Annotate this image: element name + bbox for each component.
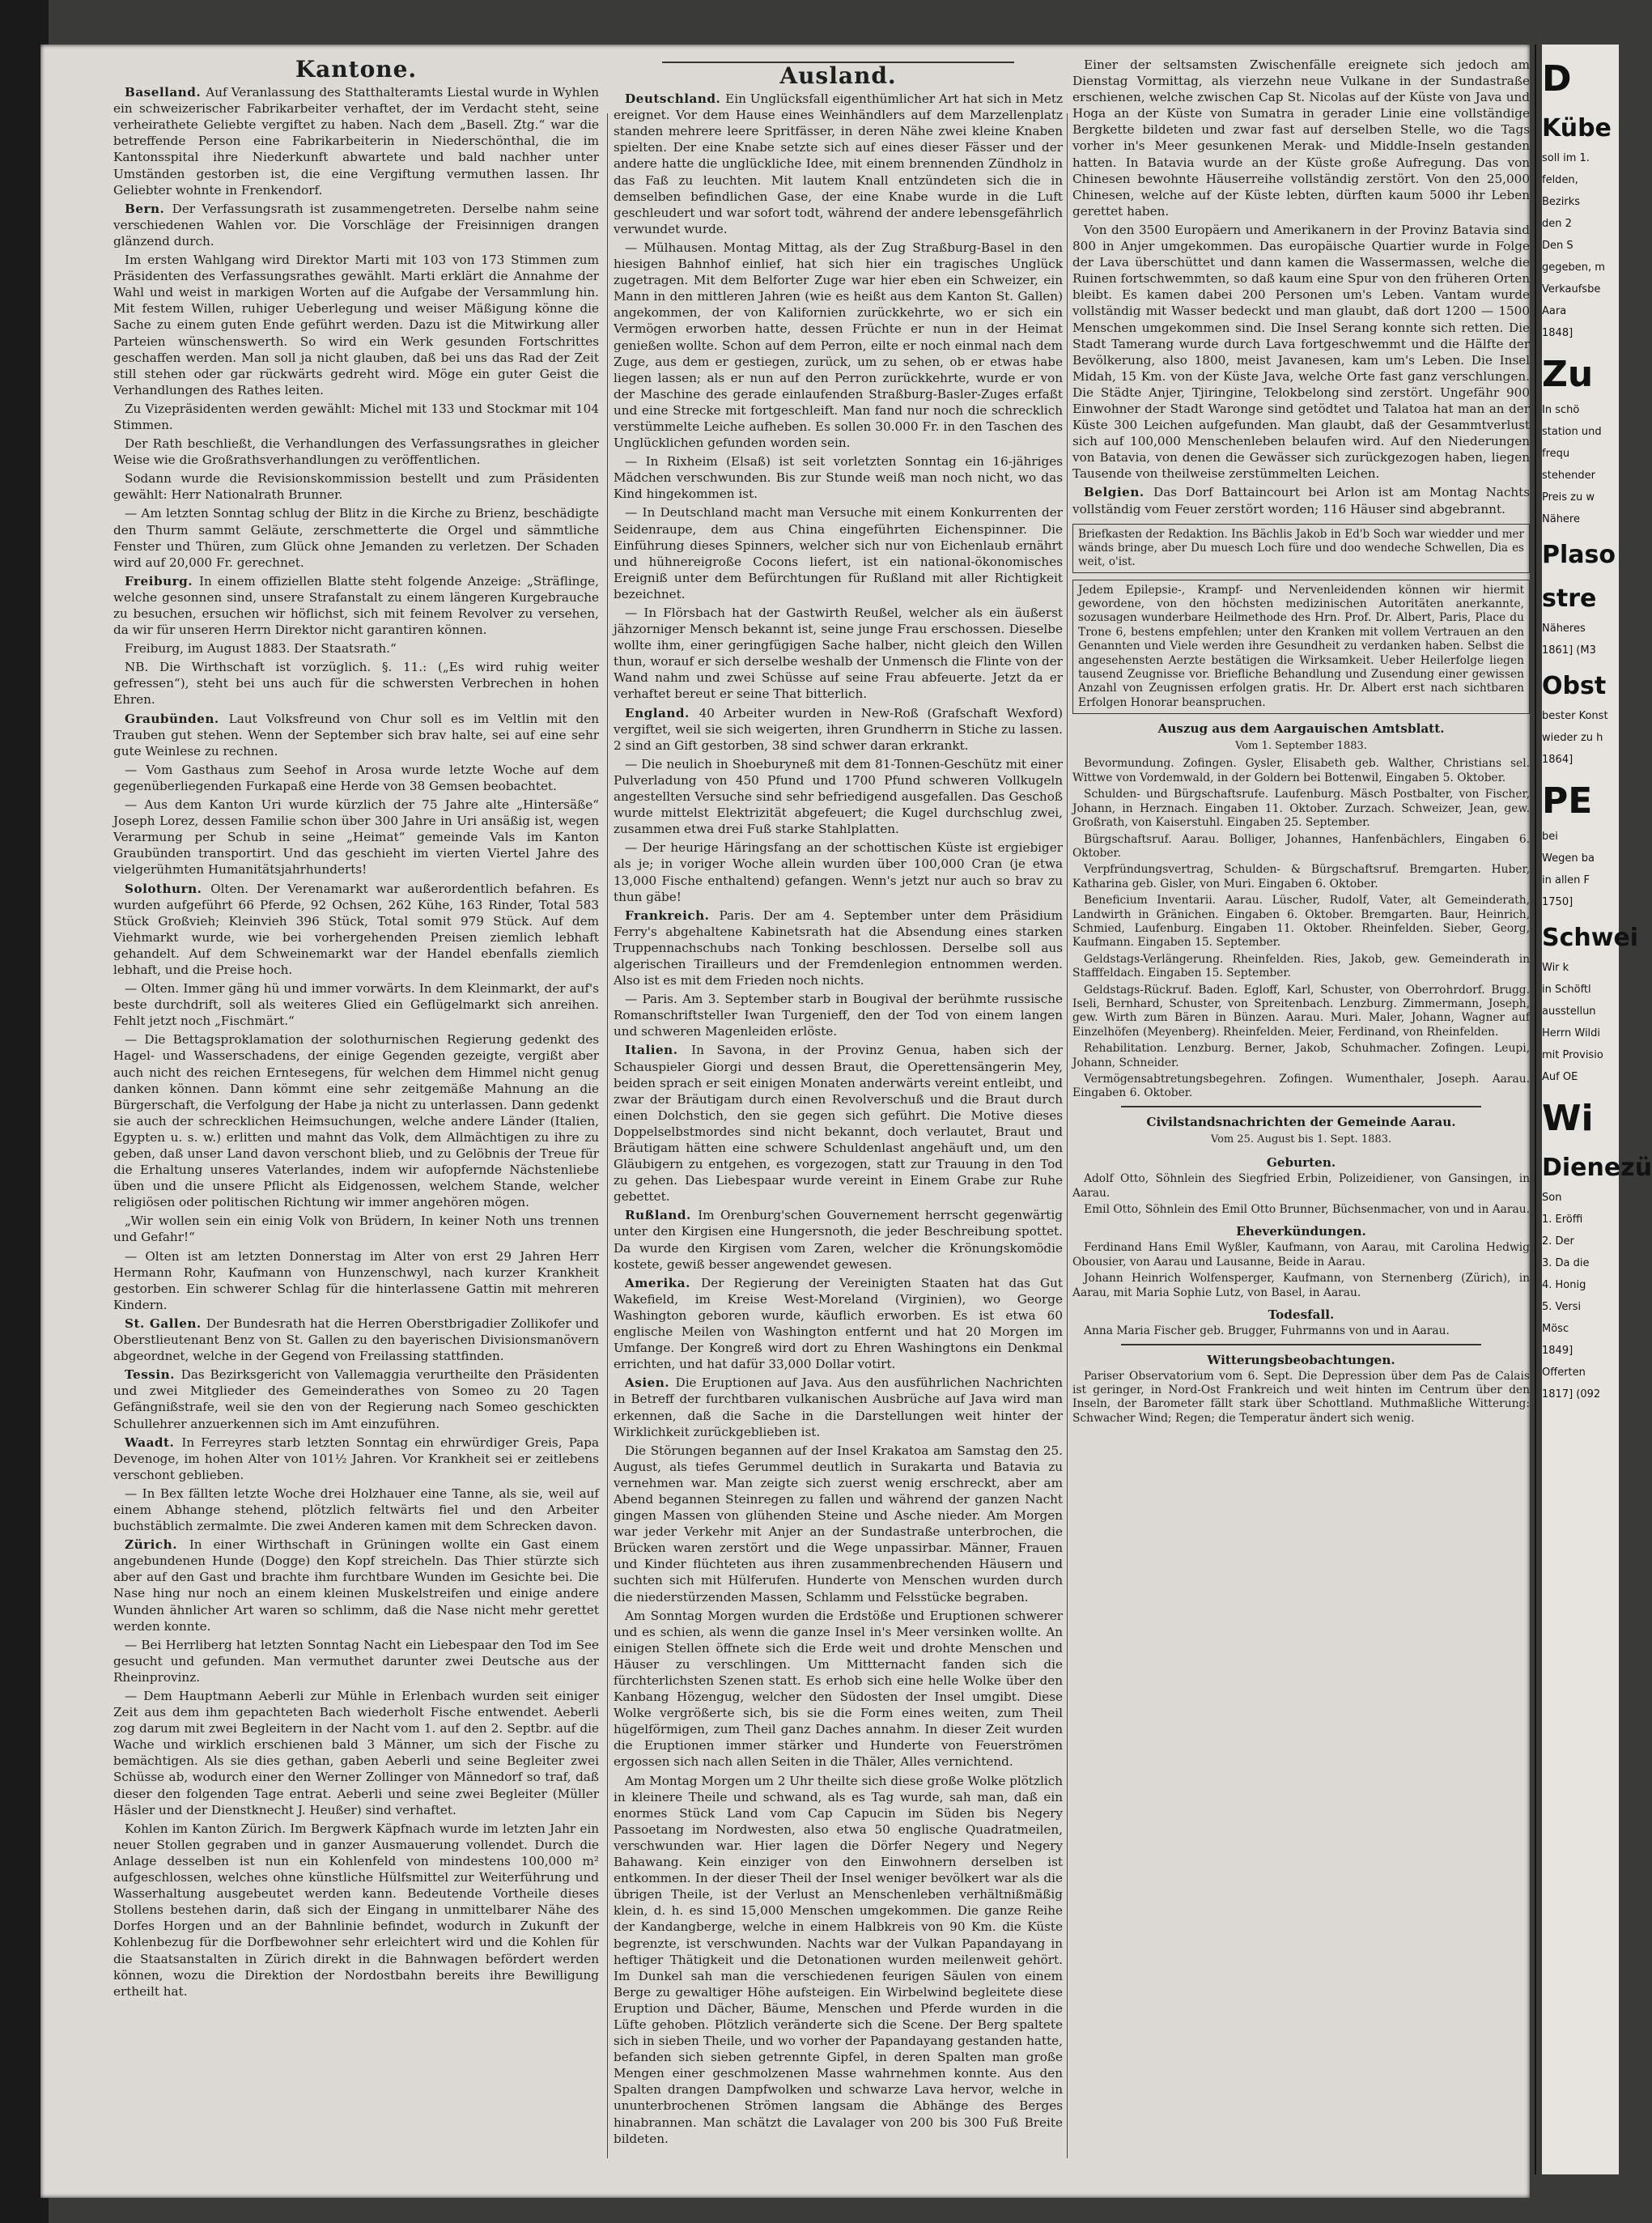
article-paragraph bbox=[614, 756, 1063, 837]
article-text: „Wir wollen sein ein einig Volk von Brüdern, In keiner Noth uns trennen und Gefahr!“ bbox=[113, 1214, 599, 1245]
ad-fragment: Wi bbox=[1542, 1098, 1594, 1139]
article-text: — Aus dem Kanton Uri wurde kürzlich der 75 Jahre alte „Hintersäße“ Joseph Lorez, dessen Familie schon über 300 Jahre in Uri ansäßig ist, wegen Verarmung per Schub in seine „Heimat“ gemeinde Vals im Kanton Graubünden transportirt. Und das geschieht im vierten Viertel Jahre des vielgerühmten Humanitätsjahrhunderts! bbox=[113, 797, 599, 878]
place-heading: Frankreich. bbox=[625, 907, 720, 923]
article-paragraph bbox=[113, 436, 599, 468]
article-text: — Am letzten Sonntag schlug der Blitz in die Kirche zu Brienz, beschädigte den Thurm sammt Geläute, zerschmetterte die Orgel und sämmtliche Fenster und Thüren, zum Glück ohne Jemanden zu verletzen. Der Schaden wird auf 20,000 Fr. gerechnet. bbox=[113, 506, 599, 570]
article-text: Das Bezirksgericht von Vallemaggia verurtheilte den Präsidenten und zwei Mitglieder des Gemeinderathes von Someo zu 20 Tagen Gefängnißstrafe, weil sie den von der Regierung nach Someo geschickten Schullehrer anzuerkennen sich im Amt einzuführen. bbox=[113, 1367, 599, 1431]
article-paragraph bbox=[614, 1207, 1063, 1272]
article-paragraph bbox=[113, 1367, 599, 1431]
place-heading: Italien. bbox=[625, 1043, 692, 1058]
column-rule bbox=[607, 113, 608, 2158]
article-text: — Olten ist am letzten Donnerstag im Alter von erst 29 Jahren Herr Hermann Rohr, Kaufmann von Hunzenschwyl, nach kurzer Krankheit gestorben. Ein schwerer Schlag für die hinterlassene Gattin mit mehreren Kindern. bbox=[113, 1248, 599, 1312]
ausland-articles bbox=[614, 91, 1063, 2147]
article-paragraph bbox=[113, 470, 599, 503]
ad-fragment: ausstellun bbox=[1542, 1005, 1596, 1018]
ad-fragment: in allen F bbox=[1542, 874, 1590, 886]
ehe-list bbox=[1072, 1241, 1530, 1300]
ad-fragment: In schö bbox=[1542, 404, 1580, 416]
ad-fragment: Mösc bbox=[1542, 1323, 1569, 1335]
column-rule bbox=[1535, 45, 1536, 2174]
amtsblatt-title: Auszug aus dem Aargauischen Amtsblatt. bbox=[1157, 721, 1445, 737]
ad-fragment: Wegen ba bbox=[1542, 852, 1595, 865]
article-text: Auf Veranlassung des Statthalteramts Liestal wurde in Wyhlen ein schweizerischer Fabrikarbeiter verhaftet, der im Verdacht steht, seine verheirathete Geliebte vergiftet zu haben. Nach dem „Basell. Ztg.“ war die betreffende Person eine Fabrikarbeiterin in Niederschönthal, die im Kantonsspital ihre Niederkunft abwartete und bald nachher unter Umständen gestorben ist, die eine Vergiftung vermuthen lassen. Ihr Geliebter wohnte in Frenkendorf. bbox=[113, 85, 599, 198]
article-text: — Die neulich in Shoeburyneß mit dem 81-Tonnen-Geschütz mit einer Pulverladung von 450 Pfund und 1700 Pfund schweren Vollkugeln angestellten Versuche sind sehr befriedigend ausgefallen. Das Geschoß wurde mittelst Elektrizität abgefeuert; die Kugel durchschlug zwei, zusammen etwa drei Fuß starke Stahlplatten. bbox=[614, 756, 1063, 837]
article-text: — In Flörsbach hat der Gastwirth Reußel, welcher als ein äußerst jähzorniger Mensch bekannt ist, seine junge Frau erschossen. Dieselbe wollte ihm, einer geringfügigen Sache halber, nicht gleich den Willen thun, worauf er sich derselbe weshalb der Unmensch die Flinte von der Wand nahm und zwei Schüsse auf seine Frau abfeuerte. Jetzt da er verhaftet bereut er seine That bitterlich. bbox=[614, 606, 1063, 702]
section-heading-kantone: Kantone. bbox=[295, 56, 418, 83]
amtsblatt-entry: Schulden- und Bürgschaftsrufe. Laufenburg. Mäsch Postbalter, von Fischer, Johann, in Herznach. Eingaben 11. Oktober. Zurzach. Schweizer, Jean, gew. Großrath, von Kaiserstuhl. Eingaben 25. September. bbox=[1072, 788, 1530, 830]
article-paragraph bbox=[113, 881, 599, 979]
amtsblatt-entry: Beneficium Inventarii. Aarau. Lüscher, Rudolf, Vater, alt Gemeinderath, Landwirth in Gränichen. Eingaben 6. Oktober. Bremgarten. Baur, Heinrich, Schmied, Laufenburg. Eingaben 11. Oktober. Rheinfelden. Sieber, Georg, Kaufmann. Eingaben 15. September. bbox=[1072, 894, 1530, 950]
ausland-continuation bbox=[1072, 57, 1530, 517]
article-text: — Paris. Am 3. September starb in Bougival der berühmte russische Romanschriftsteller Iwan Turgenieff, den der Tod von einem langen und schweren Magenleiden erlöste. bbox=[614, 992, 1063, 1039]
article-paragraph bbox=[113, 980, 599, 1029]
article-paragraph bbox=[614, 907, 1063, 988]
column-ausland bbox=[614, 57, 1063, 2166]
ad-fragment: felden, bbox=[1542, 174, 1578, 186]
article-text: — Die Bettagsproklamation der solothurnischen Regierung gedenkt des Hagel- und Wasserschadens, der einige Gegenden gezeigte, vergißt aber auch nicht des reichen Erntesegens, für welchen dem Himmel nicht genug danken können. Dann kömmt eine sehr zeitgemäße Mahnung an die Bürgerschaft, die Verfolgung der Habe ja nicht zu unterlassen. Dann gedenkt sie auch der schrecklichen Heimsuchungen, welche andere Länder (Italien, Egypten u. s. w.) erlitten und mahnt das Volk, dem Allmächtigen zu ihre zu geben, daß unser Land davon verschont blieb, und zu Gelöbnis der Treue für die Erhaltung unseres Vaterlandes, indem wir aufopfernde Nächstenliebe üben und die unsere Pflicht als Eidgenossen, welchem Stande, welcher religiösen oder politischen Richtung wir immer angehören mögen. bbox=[113, 1032, 599, 1210]
ad-fragment: bei bbox=[1542, 831, 1558, 843]
ad-fragment: 1849] bbox=[1542, 1345, 1573, 1357]
briefkasten-box: Briefkasten der Redaktion. Ins Bächlis Jakob in Ed'b Soch war wiedder und mer wänds bringe, aber Du muesch Loch füre und doo wendeche Schwellen, Dia es weit, o'ist. bbox=[1072, 524, 1530, 573]
article-paragraph bbox=[113, 1486, 599, 1534]
article-paragraph bbox=[113, 1688, 599, 1818]
place-heading: Solothurn. bbox=[125, 881, 211, 896]
article-paragraph bbox=[614, 91, 1063, 237]
ad-fragment: Näheres bbox=[1542, 623, 1586, 635]
article-paragraph bbox=[113, 1637, 599, 1685]
article-text: Im Orenburg'schen Gouvernement herrscht gegenwärtig unter den Kirgisen eine Hungersnoth, die jeder Beschreibung spottet. Da wurde den Kirgisen vom Zaren, welcher die Krönungskomödie kostete, gewiß besser angewendet gewesen. bbox=[614, 1208, 1063, 1272]
article-paragraph bbox=[113, 1435, 599, 1483]
article-paragraph bbox=[614, 1773, 1063, 2147]
amtsblatt-entry: Verpfründungsvertrag, Schulden- & Bürgschaftsruf. Bremgarten. Huber, Katharina geb. Gisler, von Muri. Eingaben 6. Oktober. bbox=[1072, 863, 1530, 890]
article-text: — In Rixheim (Elsaß) ist seit vorletzten Sonntag ein 16-jähriges Mädchen verschwunden. Bis zur Stunde weiß man noch nicht, wo das Kind hingekommen ist. bbox=[614, 454, 1063, 502]
article-paragraph bbox=[113, 573, 599, 638]
ad-fragment: Den S bbox=[1542, 240, 1573, 252]
article-paragraph bbox=[1072, 484, 1530, 516]
article-text: — Dem Hauptmann Aeberli zur Mühle in Erlenbach wurden seit einiger Zeit aus dem ihm gepachteten Bach wiederholt Fische entwendet. Aeberli zog darum mit zwei Begleitern in der Nacht vom 1. auf den 2. Septbr. auf die Wache und wirklich erschienen bald 3 Männer, um sich der Fische zu bemächtigen. Als sie dies gethan, gaben Aeberli und seine Begleiter zwei Schüsse ab, wodurch einer den Werner Zollinger von Männedorf so traf, daß dieser den folgenden Tage entrat. Aeberli und seine zwei Begleiter (Müller Häsler und der Dienstknecht J. Heußer) sind verhaftet. bbox=[113, 1689, 599, 1817]
ad-fragment: Auf OE bbox=[1542, 1071, 1578, 1083]
amtsblatt-entry: Geldstags-Verlängerung. Rheinfelden. Ries, Jakob, gew. Gemeinderath in Stafffeldach. Eingaben 15. September. bbox=[1072, 952, 1530, 980]
article-text: Von den 3500 Europäern und Amerikanern in der Provinz Batavia sind 800 in Anjer umgekommen. Das europäische Quartier wurde in Folge der Lava überschüttet und dann kamen die Wassermassen, welche die Ruinen fortschwemmten, so daß kaum eine Spur von den früheren Orten bleibt. Es kamen dabei 200 Personen um's Leben. Vantam wurde vollständig mit Wasser bedeckt und man glaubt, daß dort 1200 — 1500 Menschen umgekommen sind. Die Insel Serang konnte sich retten. Die Stadt Tamerang wurde durch Lava fortgeschwemmt und die Hälfte der Bevölkerung, also 1800, meist Javanesen, kam um's Leben. Die Insel Midah, 15 Km. von der Küste Java, welche Orte fast ganz verschlungen. Die Städte Anjer, Tjiringine, Telokbelong sind zerstört. Ungefähr 900 Einwohner der Stadt Waronge sind getödtet und Talatoa hat man an der Küste 300 Leichen aufgefunden. Man glaubt, daß der Gesammtverlust sich auf 100,000 Menschenleben belaufen wird. Auf den Niederungen von Batavia, von denen die Gewässer sich zurückgezogen haben, liegen Tausende von theilweise zerstümmelten Leichen. bbox=[1072, 222, 1530, 482]
article-paragraph bbox=[614, 605, 1063, 703]
tod-entry: Anna Maria Fischer geb. Brugger, Fuhrmanns von und in Aarau. bbox=[1084, 1324, 1450, 1338]
article-text: Sodann wurde die Revisionskommission bestellt und zum Präsidenten gewählt: Herr Nationalrath Brunner. bbox=[113, 471, 599, 503]
section-heading-ausland: Ausland. bbox=[779, 62, 897, 89]
ehe-entry: Ferdinand Hans Emil Wyßler, Kaufmann, von Aarau, mit Carolina Hedwig Obousier, von Aarau und Lausanne, Beide in Aarau. bbox=[1072, 1241, 1530, 1269]
article-paragraph bbox=[113, 711, 599, 759]
ad-fragment: Herrn Wildi bbox=[1542, 1027, 1601, 1039]
article-text: Ein Unglücksfall eigenthümlicher Art hat sich in Metz ereignet. Vor dem Hause eines Weinhändlers auf dem Marzellenplatz standen mehrere leere Spritfässer, in deren Nähe zwei kleine Knaben spielten. Der eine Knabe setzte sich auf eines dieser Fässer und der andere hatte die unglückliche Idee, mit einem brennenden Zündholz in das Faß zu leuchten. Mit lautem Knall entzündeten sich die in demselben befindlichen Gase, der eine Knabe wurde in die Luft geschleudert und war sofort todt, während der andere lebensgefährlich verwundet wurde. bbox=[614, 91, 1064, 236]
article-paragraph bbox=[614, 839, 1063, 904]
article-paragraph bbox=[614, 240, 1063, 451]
ad-fragment: soll im 1. bbox=[1542, 152, 1590, 164]
place-heading: Freiburg. bbox=[125, 573, 199, 589]
ad-fragment: mit Provisio bbox=[1542, 1049, 1603, 1061]
place-heading: Belgien. bbox=[1084, 485, 1154, 500]
article-text: — Mülhausen. Montag Mittag, als der Zug Straßburg-Basel in den hiesigen Bahnhof einlief, hat sich hier ein tragisches Unglück zugetragen. Mit dem Belforter Zuge war hier eben ein Schweizer, ein Mann in den mittleren Jahren (wie es heißt aus dem Kanton St. Gallen) angekommen, der von Kalifornien zurückkehrte, wo er sich ein Vermögen erworben hatte, dessen Früchte er nun in der Heimat genießen wollte. Schon auf dem Perron, eilte er noch einmal nach dem Zuge, aus dem er gestiegen, zurück, um zu sehen, ob er etwas habe liegen lassen; als er nun auf den Perron zurückkehrte, wurde er von der Maschine des gerade einlaufenden Straßburg-Basler-Zuges erfaßt und eine Strecke mit fortgeschleift. Man fand nur noch die schrecklich verstümmelte Leiche aufheben. Es sollen 30.000 Fr. in den Taschen des Unglücklichen gefunden worden sein. bbox=[614, 240, 1063, 451]
article-paragraph bbox=[614, 705, 1063, 754]
article-text: Paris. Der am 4. September unter dem Präsidium Ferry's abgehaltene Kabinetsrath hat die Absendung eines starken Truppennachschubs nach Tonking beschlossen. Derselbe soll aus algerischen Tirailleurs und der Fremdenlegion entnommen werden. Also ist es mit dem Frieden noch nichts. bbox=[614, 907, 1063, 988]
article-text: Im ersten Wahlgang wird Direktor Marti mit 103 von 173 Stimmen zum Präsidenten des Verfassungsrathes gewählt. Marti erklärt die Annahme der Wahl und weist in markigen Worten auf die Aufgabe der Versammlung hin. Mit festem Willen, ruhiger Ueberlegung und weiser Mäßigung könne die Sache zu einem guten Ende geführt werden. Dazu ist die Mitwirkung aller Parteien wünschenswerth. So wird ein Werk gesunden Fortschrittes geschaffen werden. Man soll ja nicht glauben, daß bei uns das Rad der Zeit still stehen oder gar rückwärts gedreht wird. Möge ein guter Geist die Verhandlungen des Rathes leiten. bbox=[113, 253, 599, 397]
ad-fragment: 3. Da die bbox=[1542, 1257, 1590, 1269]
article-paragraph bbox=[113, 1248, 599, 1313]
ad-fragment: station und bbox=[1542, 426, 1602, 438]
ad-fragment: 1817] (092 bbox=[1542, 1388, 1601, 1401]
article-paragraph bbox=[113, 640, 599, 657]
ad-fragment: gegeben, m bbox=[1542, 261, 1605, 274]
ad-fragment: Nähere bbox=[1542, 513, 1580, 525]
amtsblatt-entry: Bevormundung. Zofingen. Gysler, Elisabeth geb. Walther, Christians sel. Wittwe von Vordemwald, in der Goldern bei Bottenwil, Eingaben 5. Oktober. bbox=[1072, 757, 1530, 784]
article-paragraph bbox=[113, 84, 599, 198]
article-text: — Der heurige Häringsfang an der schottischen Küste ist ergiebiger als je; in voriger Woche allein wurden über 100,000 Cran (je etwa 13,000 Fische enthaltend) gefangen. Wenn's jetzt nur auch so brav zu thun gäbe! bbox=[614, 840, 1063, 904]
ad-fragment: den 2 bbox=[1542, 218, 1572, 230]
amtsblatt-entry: Rehabilitation. Lenzburg. Berner, Jakob, Schuhmacher. Zofingen. Leupi, Johann, Schneider. bbox=[1072, 1042, 1530, 1069]
section-divider bbox=[1121, 1106, 1481, 1107]
geburt-entry: Adolf Otto, Söhnlein des Siegfried Erbin, Polizeidiener, von Gansingen, in Aarau. bbox=[1072, 1172, 1530, 1200]
place-heading: Amerika. bbox=[625, 1275, 701, 1290]
ad-fragment: 1. Eröffi bbox=[1542, 1214, 1583, 1226]
civilstand-title: Civilstandsnachrichten der Gemeinde Aarau. bbox=[1146, 1114, 1456, 1129]
article-paragraph bbox=[614, 1375, 1063, 1439]
column-rule bbox=[1067, 113, 1068, 2158]
article-text: Kohlen im Kanton Zürich. Im Bergwerk Käpfnach wurde im letzten Jahr ein neuer Stollen gegraben und in ganzer Ausmauerung vollendet. Durch die Anlage desselben ist nun ein Kohlenfeld von mindestens 100,000 m² aufgeschlossen, welches ohne künstliche Hülfsmittel zur Weiterführung und Wasserhaltung ausgebeutet werden kann. Bedeutende Vortheile dieses Stollens bestehen darin, daß sich der Eingang in unmittelbarer Nähe des Dorfes Horgen und an der Bahnlinie befindet, wodurch in Zukunft der Kohlenbezug für die Dorfbewohner sehr erleichtert wird und die Kohlen für die Staatsanstalten in Zürich direkt in die Bahnwagen befördert werden können, wozu die Direktion der Nordostbahn bereits ihre Bewilligung ertheilt hat. bbox=[113, 1821, 599, 1999]
article-text: — Olten. Immer gäng hü und immer vorwärts. In dem Kleinmarkt, der auf's beste durchdrift, soll als weiteres Glied ein Geflügelmarkt sich anreihen. Fehlt jetzt noch „Fischmärt.“ bbox=[113, 981, 599, 1029]
article-text: In einer Wirthschaft in Grüningen wollte ein Gast einem angebundenen Hunde (Dogge) den Kopf streicheln. Das Thier stürzte sich aber auf den Gast und brachte ihm furchtbare Wunden im Gesichte bei. Die Nase hing nur noch an einem kleinen Muskelstreifen und einige andere Wunden ähnlicher Art waren so schlimm, daß die Nase nicht mehr gerettet werden konnte. bbox=[113, 1537, 599, 1634]
place-heading: Deutschland. bbox=[625, 91, 726, 107]
article-paragraph bbox=[614, 504, 1063, 602]
ad-fragment: 4. Honig bbox=[1542, 1279, 1586, 1291]
article-text: Die Eruptionen auf Java. Aus den ausführlichen Nachrichten in Betreff der furchtbaren vulkanischen Ausbrüche auf Java wird man erkennen, daß die Sache in die Darstellungen weit hinter der Wirklichkeit zurückgeblieben ist. bbox=[614, 1375, 1064, 1439]
article-text: 40 Arbeiter wurden in New-Roß (Grafschaft Wexford) vergiftet, weil sie sich weigerten, ihren Grundherrn in Stiche zu lassen. 2 sind an Gift gestorben, 38 sind schwer daran erkrankt. bbox=[614, 705, 1063, 753]
article-paragraph bbox=[113, 797, 599, 878]
tod-list bbox=[1072, 1324, 1530, 1338]
place-heading: Tessin. bbox=[125, 1367, 181, 1383]
epilepsie-notice: Jedem Epilepsie-, Krampf- und Nervenleidenden können wir hiermit gewordene, von den höchsten medizinischen Autoritäten anerkannte, sozusagen wunderbare Heilmethode des Hrn. Prof. Dr. Albert, Paris, Place du Trone 6, bestens empfehlen; unter den Kranken mit vollem Vertrauen an den Genannten und Viele werden ihre Gesundheit zu verdanken haben. Selbst die angesehensten Aerzte bestätigen die Wirksamkeit. Ueber Heilerfolge liegen tausend Zeugnisse vor. Briefliche Behandlung und Zusendung einer gewissen Anzahl von Zeugnissen erfolgen gratis. Hr. Dr. Albert erst nach sichtbaren Erfolgen Honorar beanspruchen. bbox=[1072, 580, 1530, 715]
ad-fragment: 2. Der bbox=[1542, 1235, 1574, 1248]
article-paragraph bbox=[113, 1316, 599, 1364]
ad-fragment: Aara bbox=[1542, 305, 1567, 317]
article-paragraph bbox=[614, 1042, 1063, 1205]
ad-fragment: Verkaufsbe bbox=[1542, 283, 1601, 295]
ad-fragment: Preis zu w bbox=[1542, 491, 1595, 504]
article-paragraph bbox=[113, 762, 599, 794]
edge-fragments bbox=[1542, 58, 1652, 1401]
amtsblatt-entry: Bürgschaftsruf. Aarau. Bolliger, Johannes, Hanfenbächlers, Eingaben 6. Oktober. bbox=[1072, 832, 1530, 860]
article-paragraph bbox=[1072, 222, 1530, 482]
article-paragraph bbox=[113, 201, 599, 249]
article-text: Zu Vizepräsidenten werden gewählt: Michel mit 133 und Stockmar mit 104 Stimmen. bbox=[113, 401, 599, 432]
place-heading: Graubünden. bbox=[125, 711, 229, 726]
article-text: — Bei Herrliberg hat letzten Sonntag Nacht ein Liebespaar den Tod im See gesucht und gefunden. Man vermuthet darunter zwei Deutsche aus der Rheinprovinz. bbox=[113, 1637, 599, 1685]
article-paragraph bbox=[113, 1213, 599, 1245]
article-text: In Ferreyres starb letzten Sonntag ein ehrwürdiger Greis, Papa Devenoge, im hohen Alter von 101½ Jahren. Vor Krankheit sei er zeitlebens verschont geblieben. bbox=[113, 1435, 599, 1482]
ad-fragment: PE bbox=[1542, 780, 1593, 822]
ad-fragment: stehender bbox=[1542, 470, 1595, 482]
article-text: NB. Die Wirthschaft ist vorzüglich. §. 11.: („Es wird ruhig weiter gefressen“), steht bei uns auch für die schwersten Verbrechen in hohen Ehren. bbox=[113, 660, 599, 708]
ad-fragment: 1861] (M3 bbox=[1542, 644, 1596, 657]
amtsblatt-entries bbox=[1072, 757, 1530, 1100]
article-text: Freiburg, im August 1883. Der Staatsrath.“ bbox=[125, 641, 397, 657]
article-paragraph bbox=[614, 453, 1063, 502]
ad-fragment: 1750] bbox=[1542, 896, 1573, 908]
witterung-text: Pariser Observatorium vom 6. Sept. Die Depression über dem Pas de Calais ist geringer, in Nord-Ost Frankreich und weit hinten im Centrum über den Inseln, der Barometer fällt stark über Schottland. Muthmaßliche Witterung: Schwacher Wind; Regen; die Temperatur ändert sich wenig. bbox=[1072, 1369, 1530, 1425]
article-text: In einem offiziellen Blatte steht folgende Anzeige: „Sträflinge, welche gesonnen sind, unsere Strafanstalt zu einem längeren Kurgebrauche zu besuchen, ersuchen wir höflichst, sich mit feinem Revolver zu versehen, da wir für unseren Herrn Direktor nicht garantiren können. bbox=[113, 573, 599, 638]
article-paragraph bbox=[614, 1443, 1063, 1605]
column-kantone bbox=[113, 57, 599, 2166]
article-paragraph bbox=[614, 991, 1063, 1039]
article-paragraph bbox=[614, 1275, 1063, 1373]
ad-fragment: 5. Versi bbox=[1542, 1301, 1582, 1313]
witterung-title: Witterungsbeobachtungen. bbox=[1207, 1352, 1395, 1367]
ad-fragment: frequ bbox=[1542, 448, 1570, 460]
tod-title: Todesfall. bbox=[1268, 1307, 1335, 1323]
article-text: — In Bex fällten letzte Woche drei Holzhauer eine Tanne, als sie, weil auf einem Abhange stehend, plötzlich feltwärts fiel und den Arbeiter buchstäblich zermalmte. Die zwei Anderen kamen mit dem Schrecken davon. bbox=[113, 1486, 599, 1534]
place-heading: Waadt. bbox=[125, 1435, 182, 1450]
geburten-title: Geburten. bbox=[1266, 1155, 1336, 1170]
place-heading: Rußland. bbox=[625, 1208, 699, 1223]
place-heading: England. bbox=[625, 705, 699, 720]
ehe-entry: Johann Heinrich Wolfensperger, Kaufmann, von Sternenberg (Zürich), in Aarau, mit Maria Sophie Lutz, von Basel, in Aarau. bbox=[1072, 1272, 1530, 1299]
place-heading: St. Gallen. bbox=[125, 1316, 206, 1331]
ad-fragment: wieder zu h bbox=[1542, 732, 1603, 744]
civilstand-date: Vom 25. August bis 1. Sept. 1883. bbox=[1210, 1133, 1392, 1146]
article-paragraph bbox=[113, 252, 599, 398]
article-text: — In Deutschland macht man Versuche mit einem Konkurrenten der Seidenraupe, dem aus China eingeführten Eichenspinner. Die Einführung dieses Spinners, welcher sich nur von Eichenlaub ernährt und hühnereigroße Cocons liefert, ist ein national-ökonomisches Ereigniß unter dem Befürchtungen für Rußland mit aller Richtigkeit bezeichnet. bbox=[614, 505, 1063, 601]
place-heading: Baselland. bbox=[125, 85, 206, 100]
article-text: Der Regierung der Vereinigten Staaten hat das Gut Wakefield, im Kreise West-Moreland (Virginien), wo George Washington geboren wurde, käuflich erworben. Es ist etwa 60 englische Meilen von Washington entfernt und hat 20 Morgen im Umfange. Der Kongreß wird dort zu Ehren Washingtons ein Denkmal errichten, und hat dafür 33,000 Dollar votirt. bbox=[614, 1275, 1063, 1372]
article-paragraph bbox=[113, 505, 599, 570]
amtsblatt-entry: Vermögensabtretungsbegehren. Zofingen. Wumenthaler, Joseph. Aarau. Eingaben 6. Oktober. bbox=[1072, 1073, 1530, 1100]
place-heading: Bern. bbox=[125, 201, 172, 216]
ad-fragment: Plaso bbox=[1542, 541, 1616, 569]
section-divider bbox=[1121, 1344, 1481, 1345]
ad-fragment: Kübe bbox=[1542, 114, 1612, 142]
place-heading: Zürich. bbox=[125, 1537, 189, 1553]
amtsblatt-entry: Geldstags-Rückruf. Baden. Egloff, Karl, Schuster, von Oberrohrdorf. Brugg. Iseli, Bernhard, Schuster, von Spreitenbach. Lenzburg. Zimmermann, Joseph, gew. Wirth zum Bären in Bünzen. Aarau. Muri. Maler, Johann, Wagner auf Einzelhöfen (Meyenberg). Rheinfelden. Meier, Ferdinand, von Rheinfelden. bbox=[1072, 983, 1530, 1039]
article-paragraph bbox=[113, 1821, 599, 2000]
article-text: Olten. Der Verenamarkt war außerordentlich befahren. Es wurden aufgeführt 66 Pferde, 92 Ochsen, 262 Kühe, 163 Rinder, Total 583 Stück Großvieh; Kleinvieh 396 Stück, Total somit 979 Stück. Auf dem Viehmarkt wurde, wie bei vorhergehenden Preisen ziemlich lebhaft gehandelt. Auf dem Schweinemarkt war der Handel ebenfalls ziemlich lebhaft, und die Preise hoch. bbox=[113, 881, 600, 977]
ad-fragment: Zu bbox=[1542, 354, 1594, 395]
geburten-list bbox=[1072, 1172, 1530, 1217]
ad-fragment: Schwei bbox=[1542, 924, 1639, 952]
article-paragraph bbox=[614, 1608, 1063, 1770]
ad-fragment: stre bbox=[1542, 584, 1597, 613]
article-text: Das Dorf Battaincourt bei Arlon ist am Montag Nachts vollständig vom Feuer zerstört worden; 116 Häuser sind abgebrannt. bbox=[1072, 485, 1531, 516]
column-ads-edge bbox=[1542, 45, 1652, 2174]
ad-fragment: D bbox=[1542, 58, 1572, 100]
article-text: Der Bundesrath hat die Herren Oberstbrigadier Zollikofer und Oberstlieutenant Benz von St. Gallen zu den bayerischen Divisionsmanövern abgeordnet, welche in der Gegend von Freilassing stattfinden. bbox=[113, 1316, 599, 1364]
article-paragraph bbox=[113, 659, 599, 708]
ad-fragment: Wir k bbox=[1542, 962, 1569, 974]
article-text: Der Rath beschließt, die Verhandlungen des Verfassungsrathes in gleicher Weise wie die Großrathsverhandlungen zu veröffentlichen. bbox=[113, 436, 599, 468]
ad-fragment: Bezirks bbox=[1542, 196, 1580, 208]
geburt-entry: Emil Otto, Söhnlein des Emil Otto Brunner, Büchsenmacher, von und in Aarau. bbox=[1084, 1202, 1530, 1216]
article-paragraph bbox=[1072, 57, 1530, 219]
article-text: Laut Volksfreund von Chur soll es im Veltlin mit den Trauben gut stehen. Wenn der September sich brav halte, sei auf eine sehr gute Weinlese zu rechnen. bbox=[113, 711, 599, 759]
article-text: Am Sonntag Morgen wurden die Erdstöße und Eruptionen schwerer und es schien, als wenn die ganze Insel in's Meer versinken wollte. An einigen Stellen öffnete sich die Erde weit und drohte Menschen und Häuser zu verschlingen. Um Mittternacht fanden sich die fürchterlichsten Szenen statt. Es erhob sich eine helle Wolke über den Kanbang Hözengug, welcher den Südosten der Insel umgibt. Diese Wolke vergrößerte sich, bis sie die Form eines weiten, zum Theil hügelförmigen, zum Theil ganz Daches annahm. In dieser Zeit wurden die Eruptionen immer stärker und Hunderte von Feuerströmen ergossen sich nach allen Seiten in die Thäler, Alles vernichtend. bbox=[614, 1608, 1063, 1770]
ad-fragment: Obst bbox=[1542, 672, 1607, 700]
ad-fragment: bester Konst bbox=[1542, 710, 1608, 722]
article-paragraph bbox=[113, 1031, 599, 1210]
ad-fragment: Dienezü bbox=[1542, 1154, 1652, 1182]
kantone-articles bbox=[113, 84, 599, 2000]
ehe-title: Eheverkündungen. bbox=[1236, 1224, 1366, 1239]
article-text: Die Störungen begannen auf der Insel Krakatoa am Samstag den 25. August, als tiefes Gerummel deutlich in Surakarta und Batavia zu vernehmen war. Man zeigte sich zuerst wenig erschreckt, aber am Abend begannen Steinregen zu fallen und während der ganzen Nacht gingen Massen von glühenden Steine und Asche nieder. Am Morgen war jeder Verkehr mit Anjer an der Sundastraße unterbrochen, die Brücken waren zerstört und die Wege unpassirbar. Männer, Frauen und Kinder flüchteten aus ihren zusammenbrechenden Häusern und suchten sich mit Hülferufen. Hunderte von Menschen wurden durch die niederstürzenden Massen, Schlamm und Felsstücke begraben. bbox=[614, 1443, 1063, 1605]
article-text: In Savona, in der Provinz Genua, haben sich der Schauspieler Giorgi und dessen Braut, die Operettensängerin Mey, beiden sprach er seit einigen Monaten anderwärts vereint entleibt, und zwar der Bräutigam durch einen Revolverschuß und die Braut durch einen Dolchstich, den sie gegen sich geführt. Die Motive dieses Doppelselbstmordes sind nicht bekannt, doch verlautet, Braut und Bräutigam hätten eine schwere Schuldenlast angehäuft und, um den Gläubigern zu entgehen, es vorgezogen, statt zur Trauung in den Tod zu gehen. Das Liebespaar wurde vereint in Einem Grabe zur Ruhe gebettet. bbox=[614, 1043, 1063, 1205]
amtsblatt-date: Vom 1. September 1883. bbox=[1235, 740, 1367, 753]
article-text: Einer der seltsamsten Zwischenfälle ereignete sich jedoch am Dienstag Vormittag, als vierzehn neue Vulkane in der Sundastraße erschienen, welche zwischen Cap St. Nicolas auf der Küste von Java und Hoga an der Küste von Sumatra in gerader Linie eine vollständige Bergkette bildeten und zwar fast auf derselben Stelle, wo die Tags vorher in's Meer gesunkenen Merak- und Middle-Inseln gestanden hatten. In Batavia wurde an der Küste große Aufregung. Das von Chinesen bewohnte Häuserreihe vollständig zerstört. Von den 25,000 Chinesen, welche auf der Küste lebten, dürften kaum 5000 ihr Leben gerettet haben. bbox=[1072, 57, 1530, 219]
ad-fragment: in Schöftl bbox=[1542, 984, 1591, 996]
article-paragraph bbox=[113, 401, 599, 433]
place-heading: Asien. bbox=[625, 1375, 676, 1391]
article-text: Am Montag Morgen um 2 Uhr theilte sich diese große Wolke plötzlich in kleinere Theile und schwand, als es Tag wurde, sah man, daß ein enormes Stück Land vom Cap Capucin im Süden bis Negery Passoetang im Nordwesten, also etwa 50 englische Quadratmeilen, verschwunden war. Hier lagen die Dörfer Negery und Negery Bahawang. Kein einziger von den Einwohnern derselben ist entkommen. In der dieser Theil der Insel weniger bevölkert war als die übrigen Theile, ist der Verlust an Menschenleben verhältnißmäßig klein, d. h. es sind 15,000 Menschen umgekommen. Die ganze Reihe der Kandangberge, welche in einem Halbkreis von 90 Km. die Küste begrenzte, ist verschwunden. Nachts war der Vulkan Papandayang in heftiger Thätigkeit und die Detonationen wurden meilenweit gehört. Im Dunkel sah man die verschiedenen feurigen Säulen von einem Berge zu gewaltiger Höhe aufsteigen. Ein Wirbelwind begleitete diese Eruption und Dächer, Bäume, Menschen und Pferde wurden in die Lüfte gehoben. Plötzlich veränderte sich die Scene. Der Berg spaltete sich in sieben Theile, und wo vorher der Papandayang gestanden hatte, befanden sich sieben getrennte Gipfel, in deren Spalten man große Mengen einer geschmolzenen Masse wahrnehmen konnte. Aus den Spalten drangen Dampfwolken und schwarze Lava hervor, welche in ununterbrochenen Strömen langsam die Abhänge des Berges hinabrannen. Man schätzt die Lavalager von 200 bis 300 Fuß Breite bildeten. bbox=[614, 1773, 1063, 2146]
article-text: Der Verfassungsrath ist zusammengetreten. Derselbe nahm seine verschiedenen Wahlen vor. Die Vorschläge der Freisinnigen drangen glänzend durch. bbox=[113, 201, 599, 249]
article-paragraph bbox=[113, 1537, 599, 1634]
ad-fragment: Son bbox=[1542, 1192, 1562, 1204]
article-text: — Vom Gasthaus zum Seehof in Arosa wurde letzte Woche auf dem gegenüberliegenden Furkapaß eine Herde von 38 Gemsen beobachtet. bbox=[113, 762, 599, 793]
column-three bbox=[1072, 57, 1530, 2166]
ad-fragment: 1864] bbox=[1542, 754, 1573, 766]
ad-fragment: 1848] bbox=[1542, 327, 1573, 339]
ad-fragment: Offerten bbox=[1542, 1367, 1586, 1379]
